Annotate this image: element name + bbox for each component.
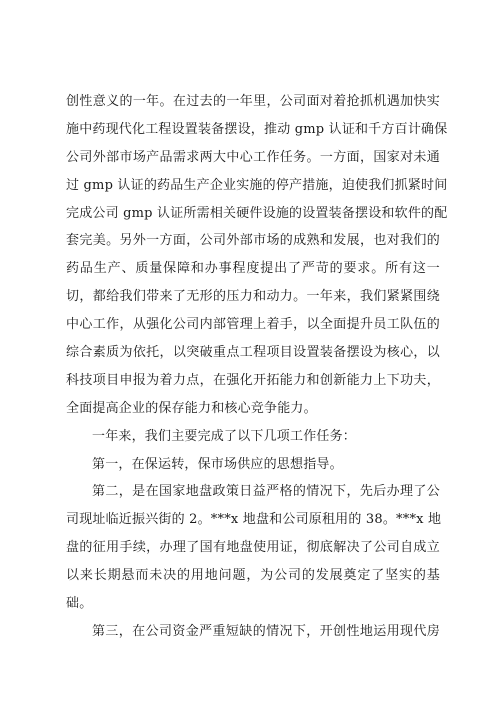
text-line: 切，都给我们带来了无形的压力和动力。一年来，我们紧紧围绕 — [66, 289, 440, 305]
text-line: 全面提高企业的保存能力和核心竞争能力。 — [66, 400, 317, 416]
text-line: 中心工作，从强化公司内部管理上着手，以全面提升员工队伍的 — [66, 317, 440, 333]
text-line: 以来长期悬而未决的用地问题，为公司的发展奠定了坚实的基 — [66, 568, 440, 584]
text-line: 套完美。另外一方面，公司外部市场的成熟和发展，也对我们的 — [66, 233, 440, 249]
text-line: 第三，在公司资金严重短缺的情况下，开创性地运用现代房 — [92, 623, 440, 639]
text-line: 完成公司 gmp 认证所需相关硬件设施的设置装备摆设和软件的配 — [66, 205, 448, 221]
text-line: 础。 — [66, 596, 93, 612]
text-line: 药品生产、质量保障和办事程度提出了严苛的要求。所有这一 — [66, 261, 440, 277]
text-line: 施中药现代化工程设置装备摆设，推动 gmp 认证和千方百计确保 — [66, 121, 448, 137]
text-line: 第一，在保运转，保市场供应的思想指导。 — [92, 456, 343, 472]
text-line: 一年来，我们主要完成了以下几项工作任务： — [92, 428, 357, 444]
text-line: 盘的征用手续，办理了国有地盘使用证，彻底解决了公司自成立 — [66, 540, 440, 556]
text-line: 科技项目申报为着力点，在强化开拓能力和创新能力上下功夫， — [66, 372, 440, 388]
text-line: 公司外部市场产品需求两大中心工作任务。一方面，国家对未通 — [66, 149, 440, 165]
text-line: 第二，是在国家地盘政策日益严格的情况下，先后办理了公 — [92, 484, 440, 500]
document-body — [66, 88, 448, 646]
text-line: 过 gmp 认证的药品生产企业实施的停产措施，迫使我们抓紧时间 — [66, 177, 448, 193]
text-line: 司现址临近振兴街的 2。***x 地盘和公司原租用的 38。***x 地 — [66, 512, 442, 528]
text-line: 创性意义的一年。在过去的一年里，公司面对着抢抓机遇加快实 — [66, 94, 440, 109]
text-line: 综合素质为依托，以突破重点工程项目设置装备摆设为核心，以 — [66, 345, 440, 361]
